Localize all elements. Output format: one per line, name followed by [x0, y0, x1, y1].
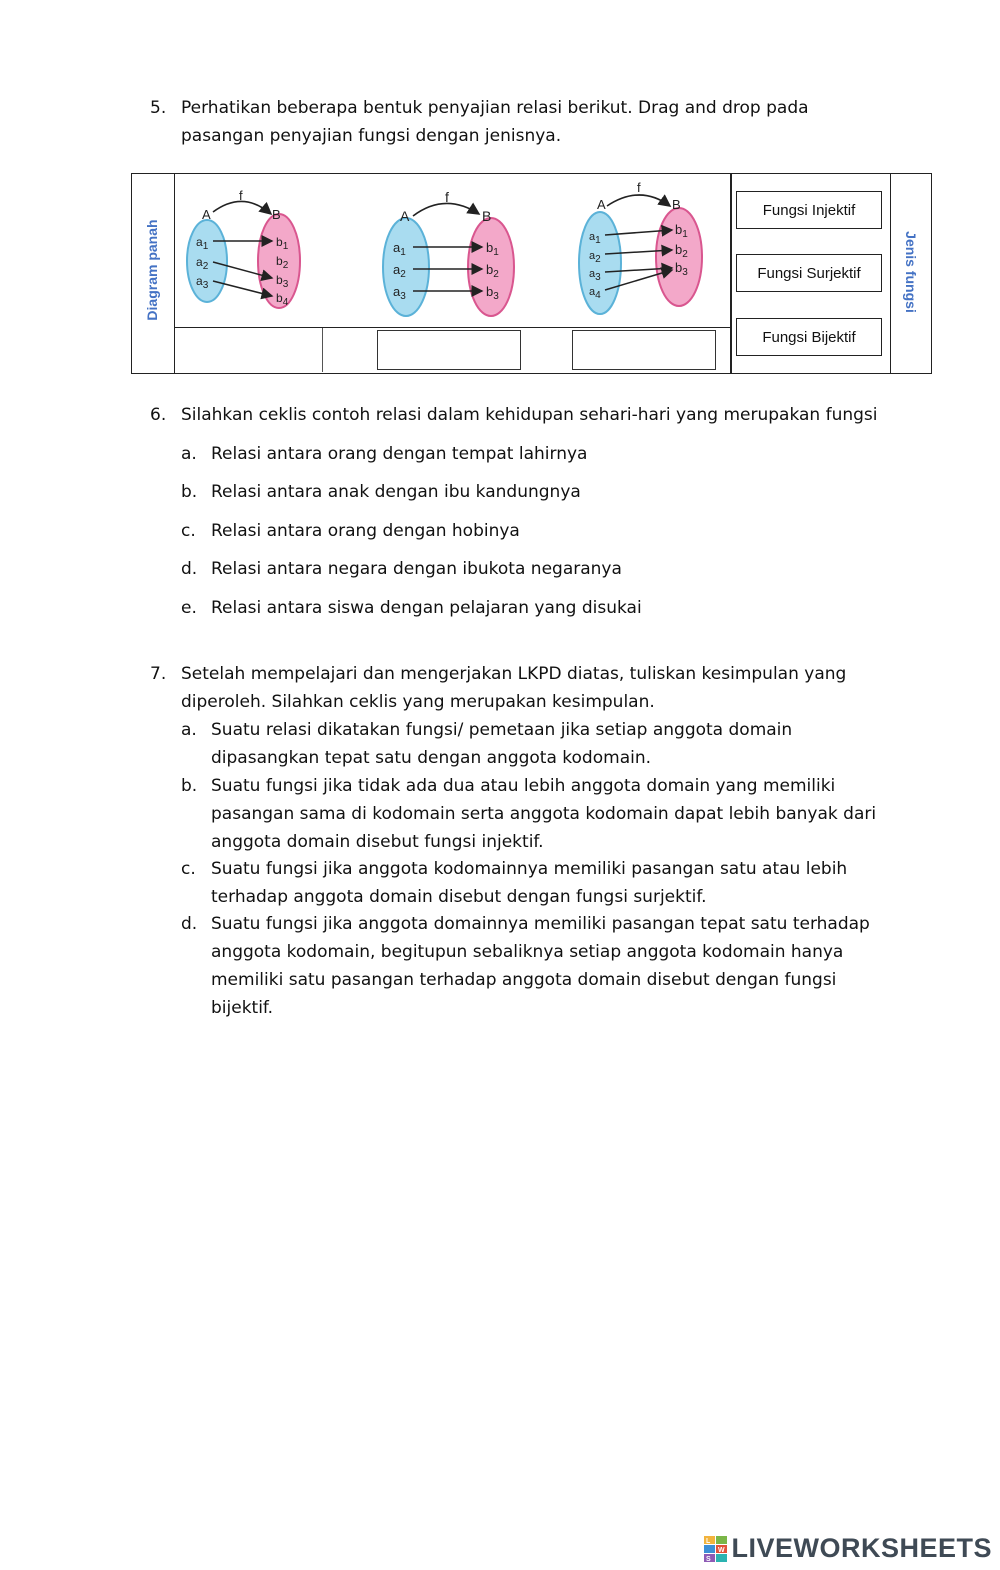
q7-d-letter: d. — [181, 914, 198, 934]
f-arrow-2 — [413, 203, 479, 216]
logo-text: LIVEWORKSHEETS — [731, 1533, 992, 1563]
q7-d-line: memiliki satu pasangan terhadap anggota domain disebut dengan fungsi — [211, 970, 837, 990]
q6-option-e[interactable]: Relasi antara siswa dengan pelajaran yang disukai — [211, 598, 642, 618]
b1-label: $b_1$ — [276, 235, 289, 252]
a3-label: $a_3$ — [196, 274, 209, 291]
card-fungsi-bijektif[interactable]: Fungsi Bijektif — [736, 318, 882, 356]
q7-line1: Setelah mempelajari dan mengerjakan LKPD diatas, tuliskan kesimpulan yang — [181, 664, 847, 684]
drop-target-3[interactable] — [572, 330, 716, 370]
q7-d-line: bijektif. — [211, 998, 274, 1018]
card-fungsi-surjektif[interactable]: Fungsi Surjektif — [736, 254, 882, 292]
set-a-label-1: A — [202, 207, 211, 222]
q7-b-line: pasangan sama di kodomain serta anggota kodomain dapat lebih banyak dari — [211, 804, 877, 824]
drop-target-2[interactable] — [377, 330, 521, 370]
card-fungsi-injektif[interactable]: Fungsi Injektif — [736, 191, 882, 229]
right-label: Jenis fungsi — [903, 231, 919, 313]
a2-label: $a_2$ — [196, 255, 209, 272]
set-b-label-2: B — [482, 208, 492, 224]
q6-b-letter: b. — [181, 482, 198, 502]
svg-text:W: W — [718, 1546, 726, 1554]
q6-a-letter: a. — [181, 444, 197, 464]
set-b-label-1: B — [272, 207, 281, 222]
domain-ellipse-2 — [383, 218, 429, 316]
b4-label: $b_4$ — [276, 291, 289, 308]
f-label-2: f — [445, 189, 449, 205]
q7-a-line: dipasangkan tepat satu dengan anggota kodomain. — [211, 748, 652, 768]
q7-option-c[interactable] — [211, 855, 847, 911]
liveworksheets-logo[interactable] — [704, 1533, 992, 1564]
left-label: Diagram panah — [144, 219, 160, 321]
q5-line1: Perhatikan beberapa bentuk penyajian relasi berikut. Drag and drop pada — [181, 98, 809, 118]
b3-label: $b_3$ — [675, 260, 688, 278]
a4-label: a4 — [589, 286, 601, 301]
diagram-3 — [579, 180, 702, 314]
q7-b-line: Suatu fungsi jika tidak ada dua atau lebih anggota domain yang memiliki — [211, 776, 836, 796]
q6-option-a[interactable]: Relasi antara orang dengan tempat lahirnya — [211, 444, 588, 464]
diagram-divider — [174, 327, 731, 328]
logo-icon — [704, 1536, 728, 1562]
a2-label: a2 — [589, 250, 601, 265]
q7-a-line: Suatu relasi dikatakan fungsi/ pemetaan jika setiap anggota domain — [211, 720, 793, 740]
q5-line2: pasangan penyajian fungsi dengan jenisnya. — [181, 126, 562, 146]
b1-label: $b_1$ — [486, 240, 499, 258]
q7-c-line: Suatu fungsi jika anggota kodomainnya memiliki pasangan satu atau lebih — [211, 859, 848, 879]
q6-c-letter: c. — [181, 521, 196, 541]
b3-label: $b_3$ — [486, 284, 499, 302]
q6-question: Silahkan ceklis contoh relasi dalam kehidupan sehari-hari yang merupakan fungsi — [181, 405, 878, 425]
set-a-label-3: A — [597, 197, 606, 212]
q7-option-a[interactable] — [211, 716, 792, 772]
q6-option-b[interactable]: Relasi antara anak dengan ibu kandungnya — [211, 482, 581, 502]
b2-label: $b_2$ — [675, 242, 688, 260]
q6-option-c[interactable]: Relasi antara orang dengan hobinya — [211, 521, 520, 541]
a3-label: a3 — [589, 268, 601, 283]
f-label-1: f — [239, 188, 243, 203]
a3-label: $a_3$ — [393, 284, 406, 302]
a1-label: $a_1$ — [393, 240, 406, 258]
b1-label: $b_1$ — [675, 222, 688, 240]
diagram-1 — [187, 188, 300, 308]
q7-number: 7. — [150, 664, 167, 684]
q6-e-letter: e. — [181, 598, 197, 618]
q7-b-line: anggota domain disebut fungsi injektif. — [211, 832, 544, 852]
arrow-diagrams — [175, 174, 730, 327]
q7-d-line: anggota kodomain, begitupun sebaliknya setiap anggota kodomain hanya — [211, 942, 844, 962]
f-label-3: f — [637, 180, 641, 195]
q6-number: 6. — [150, 405, 167, 425]
q7-c-line: terhadap anggota domain disebut dengan fungsi surjektif. — [211, 887, 707, 907]
drop-target-1[interactable] — [176, 330, 322, 372]
q7-option-d[interactable] — [211, 910, 870, 1022]
q7-a-letter: a. — [181, 720, 197, 740]
q7-c-letter: c. — [181, 859, 196, 879]
a1-label: $a_1$ — [196, 235, 209, 252]
f-arrow-3 — [607, 195, 670, 206]
q5-number: 5. — [150, 98, 167, 118]
q6-d-letter: d. — [181, 559, 198, 579]
svg-text:S: S — [706, 1555, 712, 1562]
diagram-2 — [383, 189, 514, 316]
a1-label: a1 — [589, 231, 601, 246]
q6-option-d[interactable]: Relasi antara negara dengan ibukota negaranya — [211, 559, 622, 579]
q7-d-line: Suatu fungsi jika anggota domainnya memiliki pasangan tepat satu terhadap — [211, 914, 870, 934]
b2-label: $b_2$ — [486, 262, 499, 280]
f-arrow-1 — [213, 201, 271, 214]
b3-label: $b_3$ — [276, 273, 289, 290]
b2-label: $b_2$ — [276, 254, 289, 271]
svg-text:L: L — [706, 1537, 711, 1545]
q7-option-b[interactable] — [211, 772, 876, 856]
set-a-label-2: A — [400, 208, 410, 224]
q7-b-letter: b. — [181, 776, 198, 796]
a2-label: $a_2$ — [393, 262, 406, 280]
set-b-label-3: B — [672, 197, 681, 212]
drop-divider — [322, 328, 323, 372]
q7-line2: diperoleh. Silahkan ceklis yang merupakan kesimpulan. — [181, 692, 655, 712]
